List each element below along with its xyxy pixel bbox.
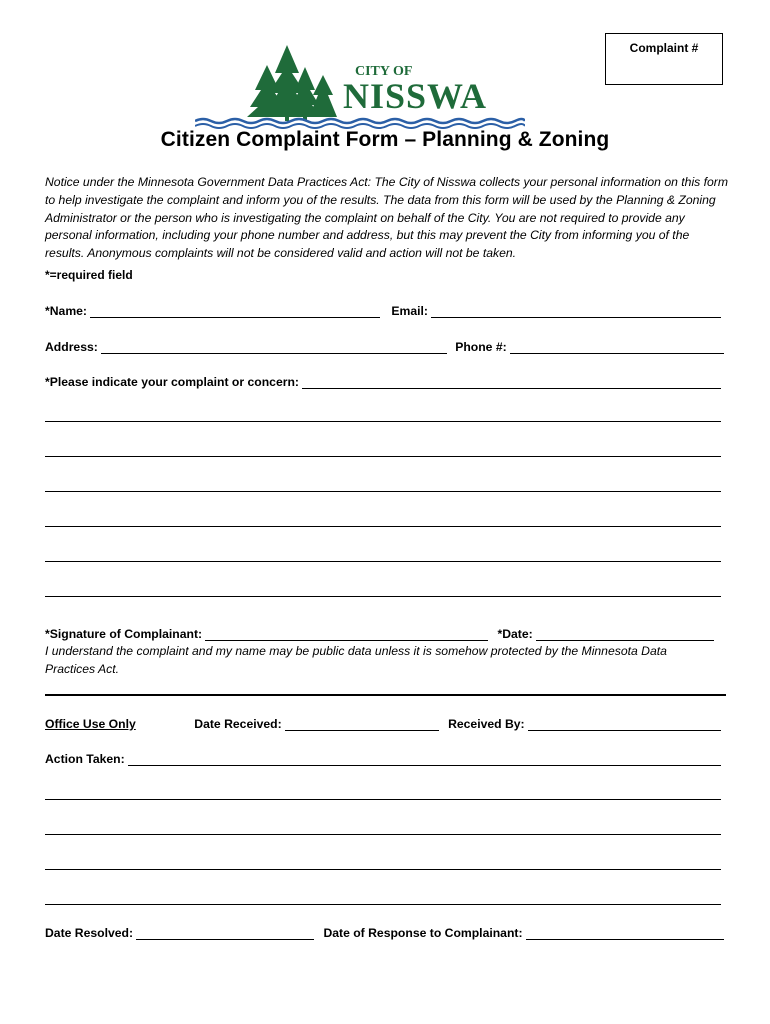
date-received-label: Date Received: (194, 717, 286, 731)
address-field[interactable] (45, 340, 447, 354)
received-by-field[interactable] (448, 717, 721, 731)
action-line-1[interactable] (45, 799, 721, 800)
complaint-line-1[interactable] (45, 421, 721, 422)
required-field-note: *=required field (45, 268, 133, 282)
complaint-field[interactable] (45, 375, 721, 389)
complaint-line-3[interactable] (45, 491, 721, 492)
date-response-input-line[interactable] (526, 927, 724, 940)
signature-date-row (45, 625, 721, 641)
logo-city-of: CITY OF (355, 64, 413, 79)
action-taken-row (45, 750, 721, 766)
email-label: Email: (391, 304, 432, 318)
address-label: Address: (45, 340, 102, 354)
action-taken-input-line[interactable] (128, 753, 721, 766)
section-divider (45, 694, 726, 696)
date-resolved-field[interactable] (45, 926, 314, 940)
signature-field[interactable] (45, 627, 488, 641)
date-response-label: Date of Response to Complainant: (323, 926, 526, 940)
action-line-4[interactable] (45, 904, 721, 905)
name-email-row (45, 302, 721, 318)
logo-nisswa: NISSWA (343, 76, 488, 116)
complaint-number-label: Complaint # (629, 41, 699, 55)
complaint-number-box[interactable] (605, 33, 723, 85)
resolution-row (45, 924, 721, 940)
city-of-nisswa-logo (195, 45, 525, 130)
office-use-heading: Office Use Only (45, 717, 136, 731)
email-field[interactable] (391, 304, 721, 318)
action-taken-field[interactable] (45, 752, 721, 766)
complaint-input-line[interactable] (302, 376, 721, 389)
date-response-field[interactable] (323, 926, 723, 940)
email-input-line[interactable] (431, 305, 721, 318)
complaint-row (45, 373, 721, 389)
address-input-line[interactable] (101, 341, 447, 354)
page-title: Citizen Complaint Form – Planning & Zoning (160, 128, 610, 151)
phone-input-line[interactable] (510, 341, 724, 354)
received-by-label: Received By: (448, 717, 528, 731)
phone-label: Phone #: (455, 340, 511, 354)
complaint-line-2[interactable] (45, 456, 721, 457)
privacy-notice: Notice under the Minnesota Government Data Practices Act: The City of Nisswa collects your personal information on this form to help investigate the complaint and inform you of the results. The data from this form will be used by the Planning & Zoning Administrator or the person who is investigating the complaint on behalf of the City. You are not required to provide any personal information, including your phone number and address, but this may prevent the City from informing you of the results. Anonymous complaints will not be considered valid and action will not be taken. (45, 175, 729, 261)
address-phone-row (45, 338, 721, 354)
phone-field[interactable] (455, 340, 724, 354)
date-input-line[interactable] (536, 628, 714, 641)
complaint-line-4[interactable] (45, 526, 721, 527)
action-taken-label: Action Taken: (45, 752, 129, 766)
complaint-line-5[interactable] (45, 561, 721, 562)
date-resolved-input-line[interactable] (136, 927, 314, 940)
name-input-line[interactable] (90, 305, 380, 318)
date-received-input-line[interactable] (285, 718, 439, 731)
date-label: *Date: (497, 627, 537, 641)
complaint-line-6[interactable] (45, 596, 721, 597)
signature-label: *Signature of Complainant: (45, 627, 206, 641)
date-field[interactable] (497, 627, 714, 641)
received-by-input-line[interactable] (528, 718, 721, 731)
public-data-note: I understand the complaint and my name may be public data unless it is somehow protected by the Minnesota Data Practices Act. (45, 644, 667, 676)
complaint-label: *Please indicate your complaint or concern: (45, 375, 303, 389)
date-resolved-label: Date Resolved: (45, 926, 137, 940)
action-line-2[interactable] (45, 834, 721, 835)
name-label: *Name: (45, 304, 91, 318)
name-field[interactable] (45, 304, 380, 318)
signature-input-line[interactable] (205, 628, 488, 641)
office-use-row (45, 715, 721, 731)
action-line-3[interactable] (45, 869, 721, 870)
date-received-field[interactable] (194, 717, 439, 731)
